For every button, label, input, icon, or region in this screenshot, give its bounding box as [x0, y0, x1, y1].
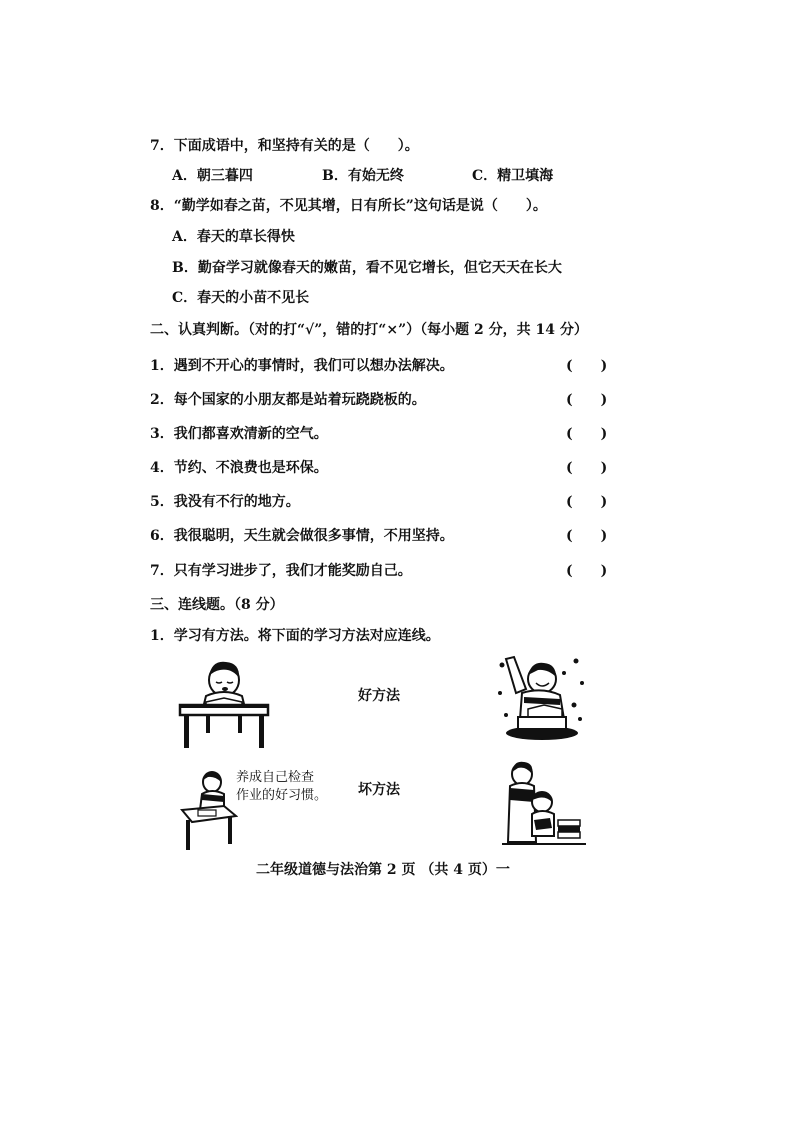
judge-item-4: 4．节约、不浪费也是环保。 — [150, 460, 328, 476]
q8-option-a: A．春天的草长得快 — [172, 229, 295, 245]
section-3-title: 三、连线题。（8 分） — [150, 597, 284, 613]
checking-homework-illustration[interactable] — [180, 770, 238, 854]
q7-option-b: B．有始无终 — [322, 168, 404, 184]
reading-with-parent-illustration[interactable] — [502, 758, 586, 848]
answer-bracket-7[interactable]: ( ) — [566, 563, 608, 579]
judge-item-5: 5．我没有不行的地方。 — [150, 494, 300, 510]
q7-option-a: A．朝三暮四 — [172, 168, 253, 184]
illustration-caption-line-1: 养成自己检查 — [236, 770, 315, 785]
answer-bracket-1[interactable]: ( ) — [566, 358, 608, 374]
answer-bracket-3[interactable]: ( ) — [566, 426, 608, 442]
question-8-stem: 8．“勤学如春之苗，不见其增，日有所长”这句话是说（ ）。 — [150, 198, 547, 214]
q7-option-c: C．精卫填海 — [472, 168, 554, 184]
q8-option-c: C．春天的小苗不见长 — [172, 290, 310, 306]
answer-bracket-6[interactable]: ( ) — [566, 528, 608, 544]
judge-item-7: 7．只有学习进步了，我们才能奖励自己。 — [150, 563, 412, 579]
page-footer: 二年级道德与法治第 2 页 （共 4 页）一 — [256, 862, 510, 878]
q8-option-b: B．勤奋学习就像春天的嫩苗，看不见它增长，但它天天在长大 — [172, 260, 562, 276]
answer-bracket-5[interactable]: ( ) — [566, 494, 608, 510]
illustration-caption-line-2: 作业的好习惯。 — [236, 788, 328, 803]
judge-item-2: 2．每个国家的小朋友都是站着玩跷跷板的。 — [150, 392, 426, 408]
bad-method-label[interactable]: 坏方法 — [358, 782, 400, 798]
judge-item-3: 3．我们都喜欢清新的空气。 — [150, 426, 328, 442]
answer-bracket-4[interactable]: ( ) — [566, 460, 608, 476]
judge-item-1: 1．遇到不开心的事情时，我们可以想办法解决。 — [150, 358, 454, 374]
section-2-title: 二、认真判断。（对的打“√”，错的打“×”）（每小题 2 分，共 14 分） — [150, 322, 588, 338]
judge-item-6: 6．我很聪明，天生就会做很多事情，不用坚持。 — [150, 528, 454, 544]
answer-bracket-2[interactable]: ( ) — [566, 392, 608, 408]
cheering-student-illustration[interactable] — [494, 653, 588, 743]
good-method-label[interactable]: 好方法 — [358, 688, 400, 704]
section-3-question-1: 1．学习有方法。将下面的学习方法对应连线。 — [150, 628, 440, 644]
sleeping-student-illustration[interactable] — [176, 652, 272, 750]
question-7-stem: 7．下面成语中，和坚持有关的是（ ）。 — [150, 138, 419, 154]
